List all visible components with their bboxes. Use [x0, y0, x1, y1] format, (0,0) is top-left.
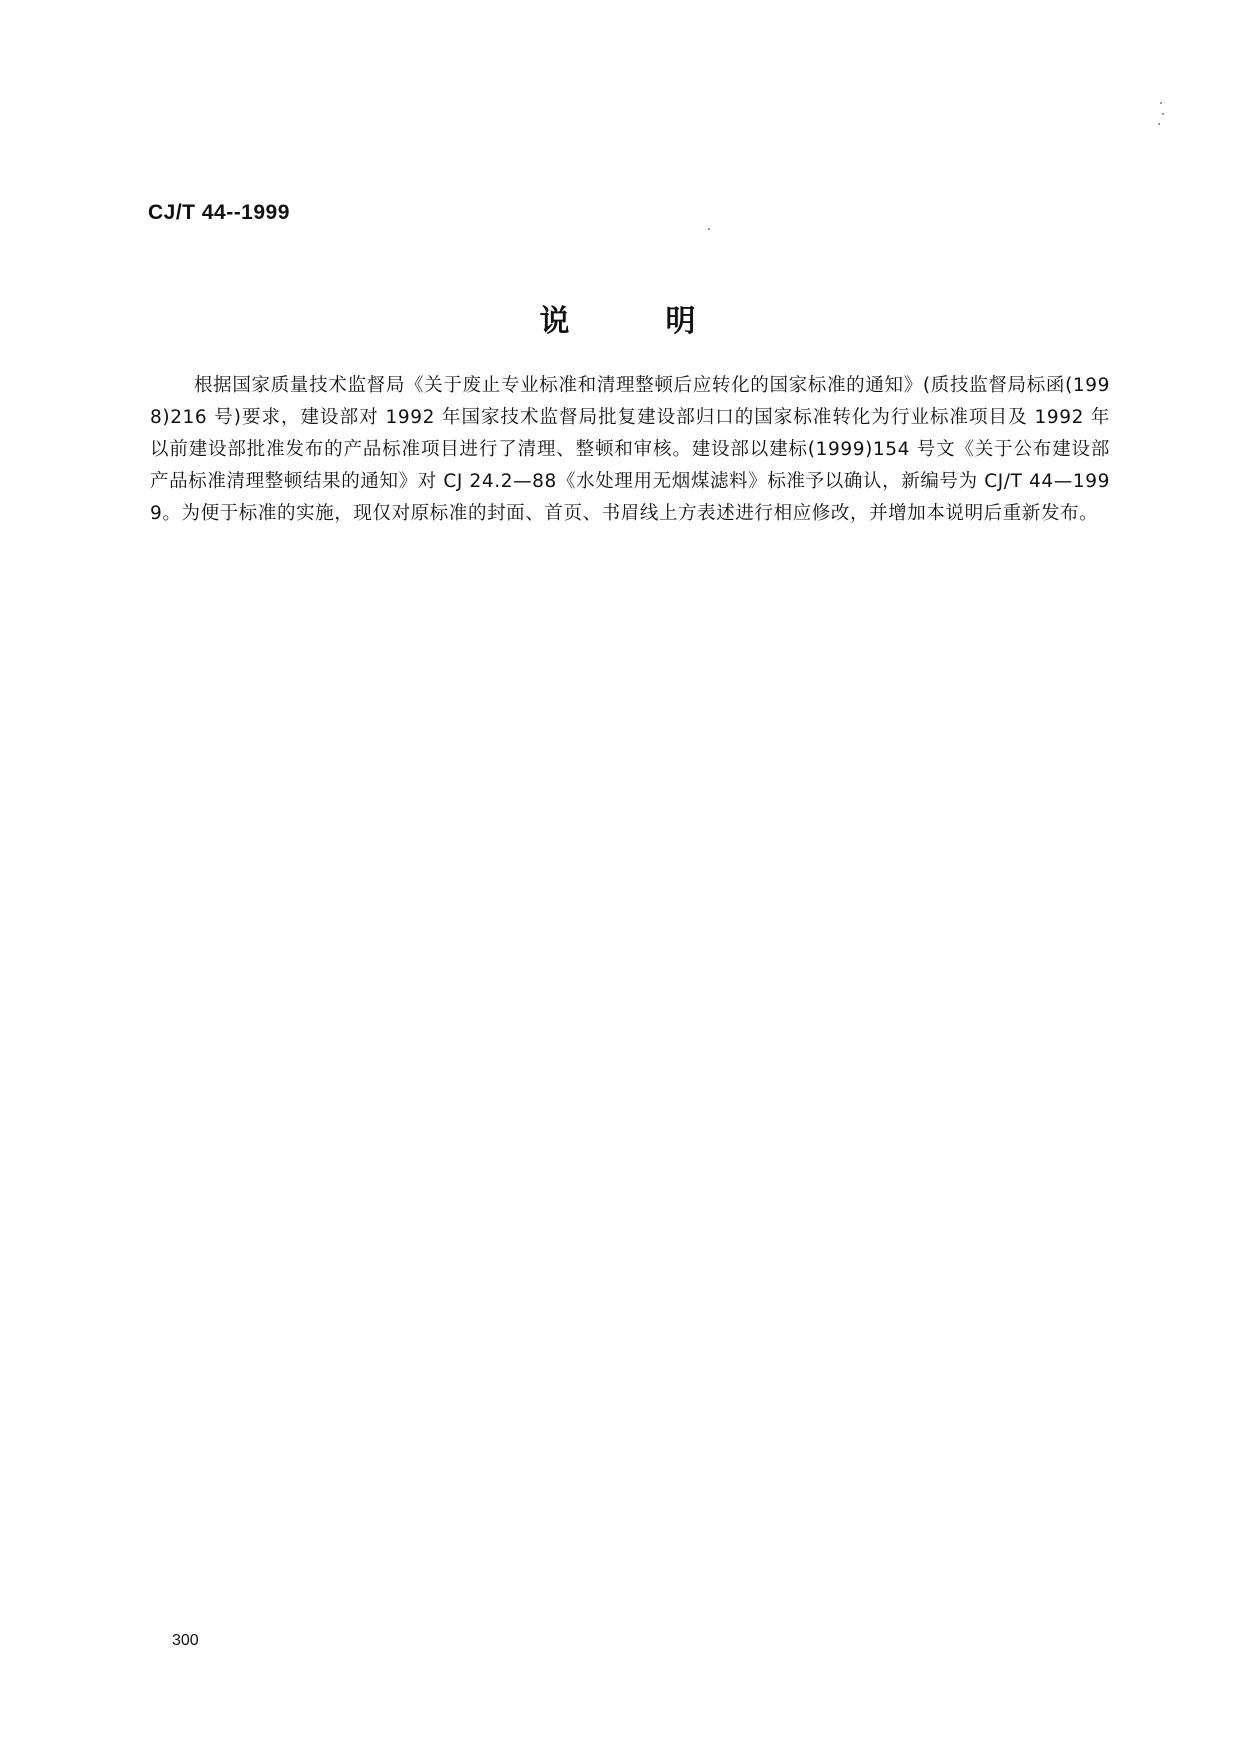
scan-speck — [1162, 113, 1164, 115]
page-title: 说明 — [539, 304, 792, 339]
scan-speck — [1158, 123, 1160, 125]
page-number: 300 — [172, 1632, 199, 1649]
scan-speck — [1160, 102, 1162, 104]
body-paragraph: 根据国家质量技术监督局《关于废止专业标准和清理整顿后应转化的国家标准的通知》(质技监督局标函(1998)216 号)要求，建设部对 1992 年国家技术监督局批复建设部归口的国家标准转化为行业标准项目及 1992 年以前建设部批准发布的产品标准项目进行了清理、整顿和审核。建设部以建标(1999)154 号文《关于公布建设部产品标准清理整顿结果的通知》对 CJ 24.2—88《水处理用无烟煤滤料》标准予以确认，新编号为 CJ/T 44—1999。为便于标准的实施，现仅对原标准的封面、首页、书眉线上方表述进行相应修改，并增加本说明后重新发布。 — [150, 375, 1110, 524]
standard-code: CJ/T 44--1999 — [148, 201, 290, 224]
scan-speck — [708, 228, 710, 230]
